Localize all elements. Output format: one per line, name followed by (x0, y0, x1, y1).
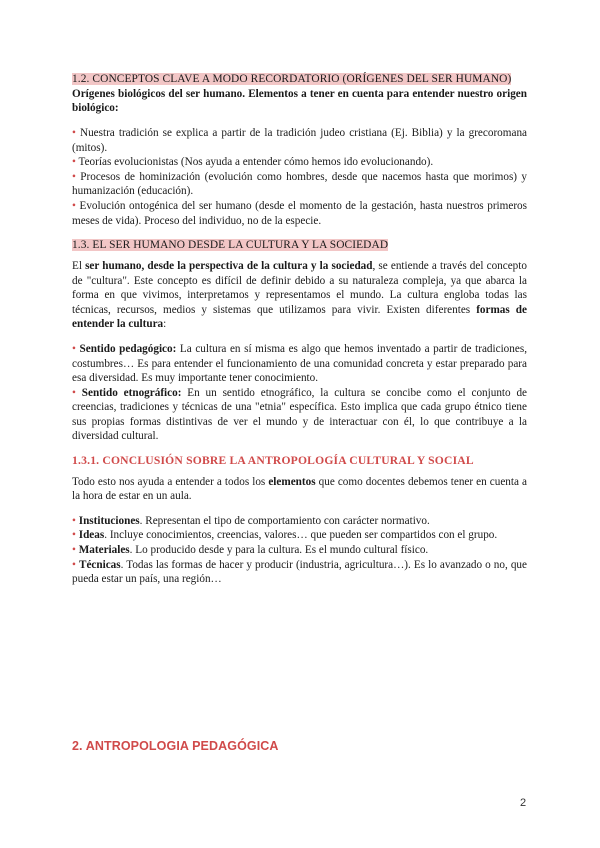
element-item: • Ideas. Incluye conocimientos, creencias, valores… que pueden ser compartidos con el grupo. (72, 529, 498, 542)
bullet-icon: • (72, 514, 76, 527)
origins-bullet: • Evolución ontogénica del ser humano (desde el momento de la gestación, hasta nuestros primeros meses de vida). Proceso del individuo, no de la especie. (72, 199, 528, 227)
element-item: • Instituciones. Representan el tipo de comportamiento con carácter normativo. (72, 514, 430, 527)
bullet-icon: • (72, 558, 76, 571)
origins-bullet: • Teorías evolucionistas (Nos ayuda a entender cómo hemos ido evolucionando). (72, 156, 434, 169)
element-item: • Técnicas. Todas las formas de hacer y producir (industria, agricultura…). Es lo avanzado o no, que pueda estar un país, una región… (72, 558, 527, 586)
culture-intro: El ser humano, desde la perspectiva de la cultura y la sociedad, se entiende a través del concepto de "cultura". Este concepto es difícil de definir debido a su naturaleza compleja, ya que abarca la forma en que vivimos, interpretamos y representamos el mundo. La cultura engloba todas las técnicas, recursos, medios y sistemas que utilizamos para vivir. Existen diferentes formas de entender la cultura: (72, 259, 527, 331)
heading-2: 2. ANTROPOLOGIA PEDAGÓGICA (72, 739, 279, 753)
bullet-icon: • (72, 342, 76, 355)
bullet-icon: • (72, 156, 76, 169)
heading-1-3-1: 1.3.1. CONCLUSIÓN SOBRE LA ANTROPOLOGÍA CULTURAL Y SOCIAL (72, 454, 474, 468)
bullet-icon: • (72, 170, 76, 183)
culture-form-item: • Sentido etnográfico: En un sentido etnográfico, la cultura se concibe como el conjunto de creencias, tradiciones y técnicas de una "etnia" específica. Esto implica que cada grupo étnico tiene sus propias formas distintivas de ver el mundo y de interactuar con él, lo que contribuye a la diversidad cultural. (72, 386, 528, 443)
origins-bullet: • Procesos de hominización (evolución como hombres, desde que nacemos hasta que morimos) y humanización (educación). (72, 170, 527, 198)
origins-bullet: • Nuestra tradición se explica a partir de la tradición judeo cristiana (Ej. Biblia) y la grecoromana (mitos). (72, 126, 527, 154)
page-number: 2 (520, 797, 527, 809)
culture-form-item: • Sentido pedagógico: La cultura en sí misma es algo que hemos inventado a partir de tradiciones, costumbres… Es para entender el funcionamiento de una comunidad concreta y estar preparado para esa diversidad. Es muy importante tener conocimiento. (72, 342, 527, 385)
bullet-icon: • (72, 199, 76, 212)
heading-1-2: 1.2. CONCEPTOS CLAVE A MODO RECORDATORIO (ORÍGENES DEL SER HUMANO) (72, 73, 512, 85)
page-content (72, 72, 527, 587)
conclusion-paragraph: Todo esto nos ayuda a entender a todos los elementos que como docentes debemos tener en cuenta a la hora de estar en un aula. (72, 475, 527, 503)
origins-title: Orígenes biológicos del ser humano. Elementos a tener en cuenta para entender nuestro origen biológico: (72, 87, 527, 115)
bullet-icon: • (72, 544, 76, 557)
heading-1-3: 1.3. EL SER HUMANO DESDE LA CULTURA Y LA SOCIEDAD (72, 239, 389, 252)
bullet-icon: • (72, 386, 76, 399)
bullet-icon: • (72, 126, 76, 139)
bullet-icon: • (72, 529, 76, 542)
element-item: • Materiales. Lo producido desde y para la cultura. Es el mundo cultural físico. (72, 544, 429, 557)
